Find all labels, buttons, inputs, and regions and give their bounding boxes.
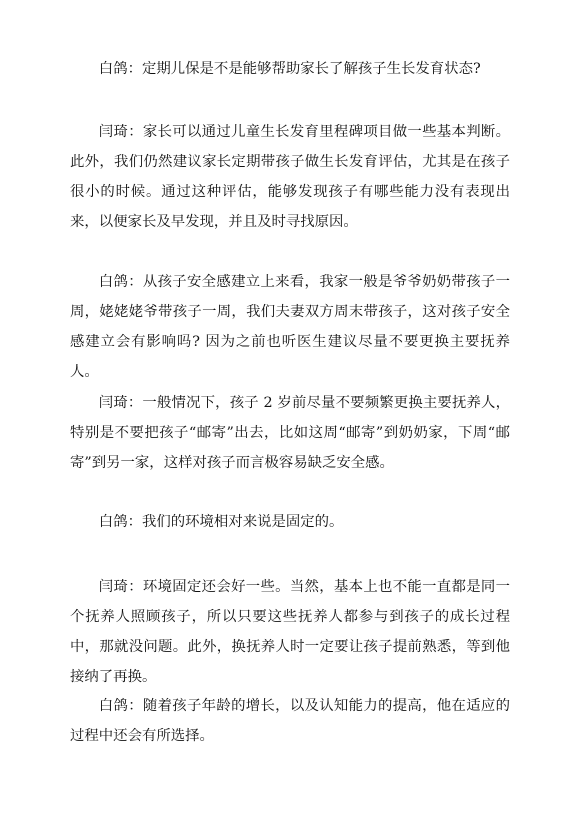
paragraph-answer-caregivers: 闫琦：一般情况下，孩子 2 岁前尽量不要频繁更换主要抚养人，特别是不要把孩子“邮寄”出去，比如这周“邮寄”到奶奶家，下周“邮寄”到另一家，这样对孩子而言极容易缺乏安全感。 bbox=[70, 395, 510, 471]
paragraph-statement-age: 白鸽：随着孩子年龄的增长，以及认知能力的提高，他在适应的过程中还会有所选择。 bbox=[70, 698, 510, 744]
paragraph-question-caregivers: 白鸽：从孩子安全感建立上来看，我家一般是爷爷奶奶带孩子一周，姥姥姥爷带孩子一周，我们夫妻双方周末带孩子，这对孩子安全感建立会有影响吗? 因为之前也听医生建议尽量不要更换主要抚养人。 bbox=[70, 274, 510, 380]
paragraph-answer-environment: 闫琦：环境固定还会好一些。当然，基本上也不能一直都是同一个抚养人照顾孩子，所以只要这些抚养人都参与到孩子的成长过程中，那就没问题。此外，换抚养人时一定要让孩子提前熟悉，等到他接纳了再换。 bbox=[70, 579, 510, 685]
paragraph-question-checkups: 白鸽：定期儿保是不是能够帮助家长了解孩子生长发育状态? bbox=[98, 61, 481, 77]
paragraph-statement-environment: 白鸽：我们的环境相对来说是固定的。 bbox=[98, 514, 344, 530]
paragraph-answer-milestones: 闫琦：家长可以通过儿童生长发育里程碑项目做一些基本判断。此外，我们仍然建议家长定期带孩子做生长发育评估，尤其是在孩子很小的时候。通过这种评估，能够发现孩子有哪些能力没有表现出来，以便家长及早发现，并且及时寻找原因。 bbox=[70, 124, 510, 230]
